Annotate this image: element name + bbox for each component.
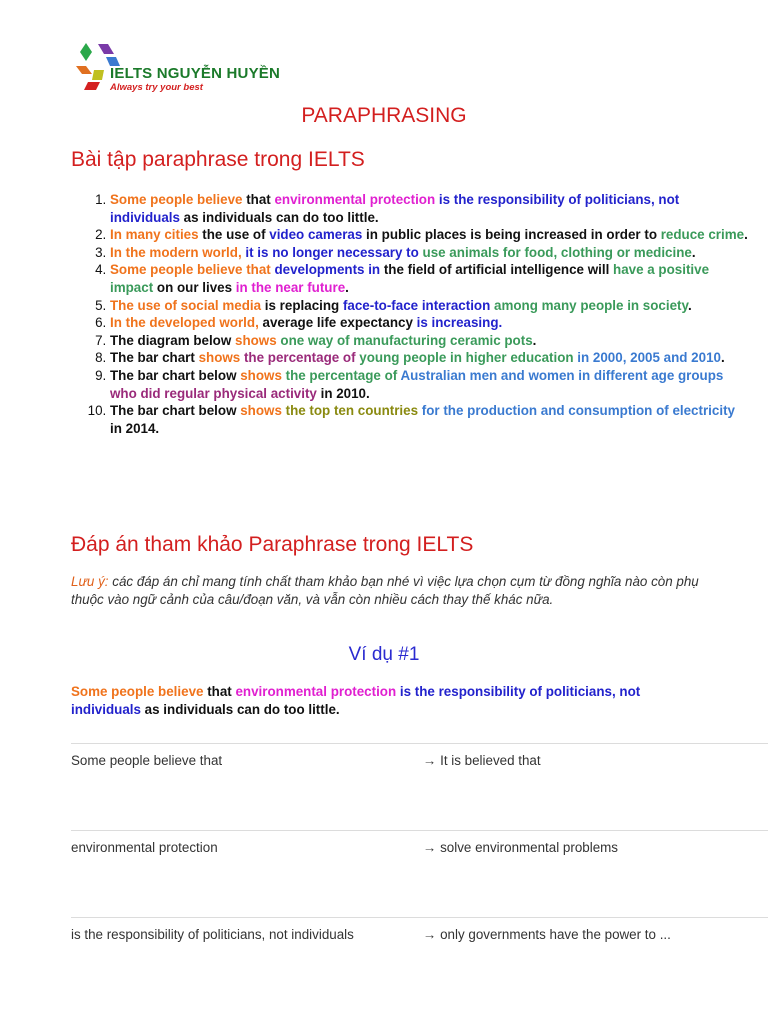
exercise-item: [110, 226, 750, 244]
sentence-segment: shows: [231, 332, 277, 348]
sentence-segment: as individuals can do too little.: [179, 209, 379, 225]
exercise-item: [110, 244, 750, 262]
logo-tagline: Always try your best: [110, 82, 203, 93]
sentence-segment: is increasing.: [412, 315, 503, 331]
sentence-segment: shows: [194, 350, 241, 366]
sentence-segment: In many cities: [110, 227, 199, 243]
sentence-segment: video cameras: [265, 227, 363, 243]
sentence-segment: In the developed world,: [110, 315, 259, 331]
sentence-segment: average life expectancy: [258, 315, 413, 331]
sentence-segment: is the responsibility of politicians, not individuals: [110, 192, 680, 225]
sentence-segment: as individuals can do too little.: [140, 702, 340, 717]
sentence-segment: The bar chart: [110, 350, 195, 366]
sentence-segment: In the modern world,: [110, 244, 242, 260]
note-text: các đáp án chỉ mang tính chất tham khảo bạn nhé vì việc lựa chọn cụm từ đồng nghĩa nào còn phụ thuộc vào ngữ cảnh của câu/đoạn văn, và vẫn còn nhiều cách thay thế khác nữa.: [71, 574, 699, 607]
sentence-segment: in public places is being increased in order to: [362, 227, 657, 243]
sentence-segment: shows: [236, 403, 282, 419]
original-phrase: environmental protection: [71, 840, 218, 855]
sentence-segment: in 2010.: [316, 385, 370, 401]
sentence-segment: the field of artificial intelligence will: [380, 262, 610, 278]
sentence-segment: in the near future: [232, 279, 346, 295]
exercise-item: [110, 314, 750, 332]
exercise-item: [110, 349, 750, 367]
sentence-segment: The diagram below: [110, 332, 232, 348]
sentence-segment: Some people believe: [71, 684, 204, 699]
paraphrase: → solve environmental problems: [423, 840, 618, 855]
paraphrase: → only governments have the power to ...: [423, 927, 671, 942]
exercise-item: [110, 191, 750, 226]
sentence-segment: for the production and consumption of electricity: [418, 403, 735, 419]
sentence-segment: is replacing: [261, 297, 340, 313]
sentence-segment: environmental protection: [270, 192, 436, 207]
sentence-segment: reduce crime: [657, 227, 745, 243]
sentence-segment: Some people believe: [110, 192, 243, 207]
example-heading: Ví dụ #1: [348, 644, 420, 665]
exercise-item: [110, 297, 750, 315]
sentence-segment: it is no longer necessary to: [241, 244, 419, 260]
table-row: [71, 830, 768, 855]
sentence-segment: the use of: [198, 227, 266, 243]
paraphrase: → It is believed that: [423, 753, 541, 768]
exercise-item: [110, 367, 750, 402]
sentence-segment: young people in higher education: [355, 350, 574, 366]
sentence-segment: The use of social media: [110, 297, 262, 313]
table-row: [71, 743, 768, 768]
sentence-segment: in 2014.: [110, 420, 160, 436]
sentence-segment: that: [203, 684, 232, 699]
sentence-segment: who did regular physical activity: [110, 385, 317, 401]
logo-name: IELTS NGUYỄN HUYỀN: [110, 65, 281, 82]
sentence-segment: in 2000, 2005 and 2010: [573, 350, 721, 366]
sentence-segment: face-to-face interaction: [339, 297, 491, 313]
section-heading-answers: Đáp án tham khảo Paraphrase trong IELTS: [71, 533, 474, 556]
sentence-segment: the percentage of: [281, 367, 398, 383]
page-title: PARAPHRASING: [301, 104, 467, 127]
sentence-segment: .: [687, 297, 692, 313]
original-phrase: Some people believe that: [71, 753, 223, 768]
sentence-segment: .: [744, 227, 748, 243]
sentence-segment: that: [242, 192, 271, 207]
sentence-segment: is the responsibility of politicians, not individuals: [71, 684, 641, 717]
sentence-segment: among many people in society: [490, 297, 688, 313]
original-phrase: is the responsibility of politicians, not individuals: [71, 927, 354, 942]
sentence-segment: use animals for food, clothing or medicine: [418, 244, 692, 260]
sentence-segment: .: [532, 332, 537, 348]
sentence-segment: The bar chart below: [110, 403, 237, 419]
sentence-segment: .: [720, 350, 725, 366]
sentence-segment: the percentage of: [240, 350, 356, 366]
section-heading-exercises: Bài tập paraphrase trong IELTS: [71, 148, 365, 171]
sentence-segment: .: [691, 244, 696, 260]
sentence-segment: one way of manufacturing ceramic pots: [276, 332, 533, 348]
exercise-item: [110, 261, 750, 296]
sentence-segment: Some people believe that: [110, 262, 271, 278]
sentence-segment: Australian men and women in different age groups: [397, 367, 724, 383]
exercise-list: [70, 191, 750, 437]
table-row: [71, 917, 768, 942]
sentence-segment: The bar chart below: [110, 367, 237, 383]
exercise-item: [110, 402, 750, 437]
note: [71, 573, 711, 609]
sentence-segment: have a positive impact: [110, 262, 710, 295]
sentence-segment: shows: [236, 367, 282, 383]
note-label: Lưu ý:: [71, 574, 109, 589]
sentence-segment: .: [345, 279, 349, 295]
sentence-segment: the top ten countries: [281, 403, 419, 419]
sentence-segment: developments in: [270, 262, 381, 278]
exercise-item: [110, 332, 750, 350]
sentence-segment: on our lives: [153, 279, 233, 295]
example-sentence: [71, 683, 711, 719]
sentence-segment: environmental protection: [231, 684, 397, 699]
